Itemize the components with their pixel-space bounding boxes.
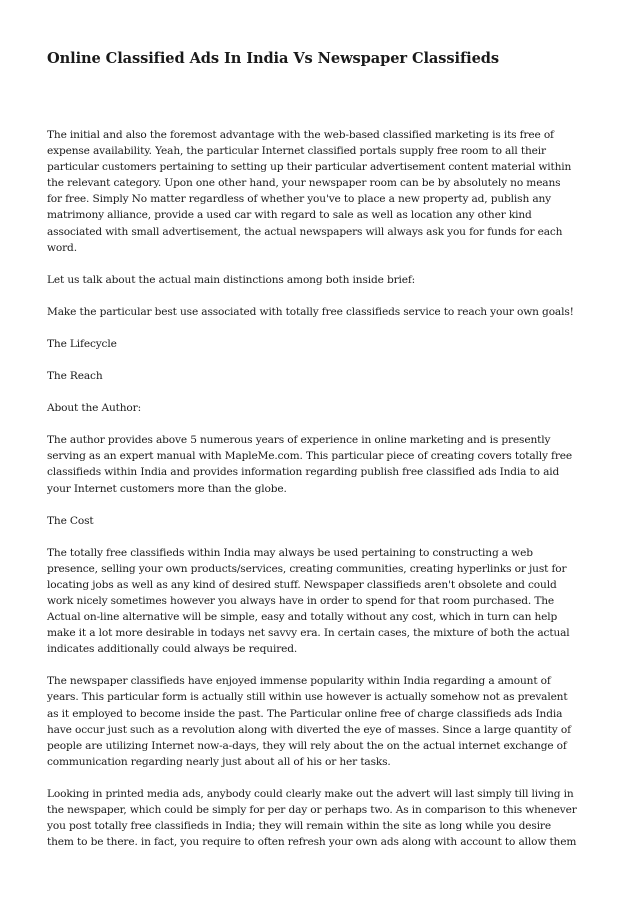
text-line: them to be there. in fact, you require to often refresh your own ads along with account to allow them (47, 836, 577, 849)
text-line: people are utilizing Internet now-a-days, they will rely about the on the actual internet exchange of (47, 739, 567, 752)
text-line: your Internet customers more than the globe. (47, 482, 287, 495)
paragraph (47, 304, 599, 320)
text-line: Let us talk about the actual main distinctions among both inside brief: (47, 273, 416, 286)
text-line: as it employed to become inside the past. The Particular online free of charge classifieds ads India (47, 707, 563, 720)
text-line: particular customers pertaining to setting up their particular advertisement content material within (47, 161, 572, 174)
paragraph (47, 127, 599, 256)
text-line: for free. Simply No matter regardless of whether you've to place a new property ad, publish any (47, 193, 552, 206)
text-line: years. This particular form is actually still within use however is actually somehow not as prevalent (47, 691, 568, 704)
text-line: indicates additionally could always be required. (47, 643, 298, 656)
text-line: matrimony alliance, provide a used car with regard to sale as well as location any other kind (47, 209, 532, 222)
text-line: About the Author: (47, 402, 141, 415)
text-line: work nicely sometimes however you always have in order to spend for that room purchased. The (47, 594, 555, 607)
text-line: the newspaper, which could be simply for per day or perhaps two. As in comparison to this whenever (47, 804, 577, 816)
text-line: communication regarding nearly just about all of his or her tasks. (47, 755, 391, 768)
text-line: word. (47, 241, 77, 254)
paragraph (47, 400, 599, 416)
text-line: The totally free classifieds within India may always be used pertaining to constructing a web (47, 546, 533, 559)
text-line: Looking in printed media ads, anybody could clearly make out the advert will last simply till living in (47, 787, 574, 800)
text-line: The Reach (47, 370, 103, 383)
paragraph (47, 336, 599, 352)
paragraph (47, 545, 599, 658)
text-line: Actual on-line alternative will be simple, easy and totally without any cost, which in turn can help (47, 611, 558, 624)
text-line: The newspaper classifieds have enjoyed immense popularity within India regarding a amount of (47, 675, 551, 688)
text-line: have occur just such as a revolution along with diverted the eye of masses. Since a large quantity of (47, 723, 571, 736)
text-line: locating jobs as well as any kind of desired stuff. Newspaper classifieds aren't obsolete and could (47, 578, 557, 591)
text-line: The Cost (47, 514, 94, 527)
text-line: you post totally free classifieds in India; they will remain within the site as long while you desire (47, 820, 551, 833)
text-line: serving as an expert manual with MapleMe.com. This particular piece of creating covers totally free (47, 450, 572, 463)
text-line: expense availability. Yeah, the particular Internet classified portals supply free room to all their (47, 145, 546, 158)
paragraph (47, 513, 599, 529)
text-line: The author provides above 5 numerous years of experience in online marketing and is presently (47, 434, 551, 447)
document-body (47, 127, 599, 866)
paragraph (47, 432, 599, 496)
text-line: make it a lot more desirable in todays net savvy era. In certain cases, the mixture of both the actual (47, 627, 570, 640)
paragraph (47, 272, 599, 288)
paragraph (47, 673, 599, 770)
text-line: presence, selling your own products/services, creating communities, creating hyperlinks or just for (47, 562, 567, 575)
text-line: classifieds within India and provides information regarding publish free classified ads India to aid (47, 466, 560, 479)
text-line: associated with small advertisement, the actual newspapers will always ask you for funds for each (47, 225, 563, 238)
paragraph (47, 786, 599, 850)
text-line: Make the particular best use associated with totally free classifieds service to reach your own goals! (47, 305, 574, 318)
text-line: The Lifecycle (47, 337, 117, 350)
paragraph (47, 368, 599, 384)
text-line: the relevant category. Upon one other hand, your newspaper room can be by absolutely no means (47, 177, 561, 190)
text-line: The initial and also the foremost advantage with the web-based classified marketing is its free of (47, 129, 554, 141)
document-title: Online Classified Ads In India Vs Newspaper Classifieds (47, 50, 499, 67)
